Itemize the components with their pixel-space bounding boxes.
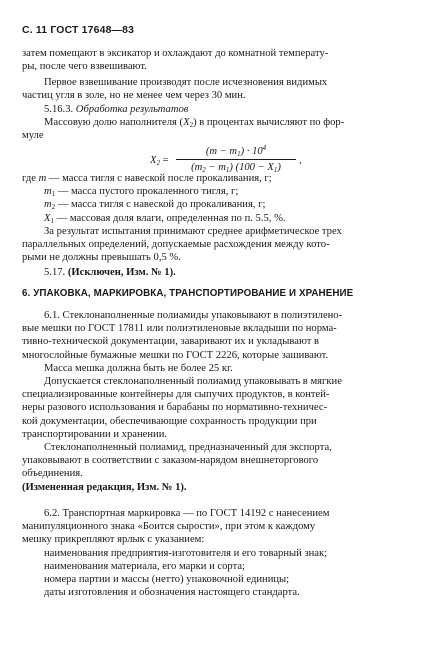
text-line: кой документации, обеспечивающие сохранность продукции при [22, 415, 317, 427]
formula-numerator: $(m - m_1) \cdot 10^4$ [205, 144, 267, 158]
text-line: Стеклонаполненный полиамид, предназначенный для экспорта, [44, 442, 332, 454]
clause-6-1 [22, 309, 400, 494]
legend-row: где m — масса тигля с навеской после прокаливания, г; [22, 173, 272, 184]
formula-lhs: $X_2$ = [150, 155, 169, 167]
text-line: частиц угля в золе, но не менее чем через 30 мин. [22, 90, 246, 102]
formula-fraction [176, 145, 296, 174]
text-line: 5.17. (Исключен, Изм. № 1). [44, 267, 176, 278]
legend-row: $m_1$ — масса пустого прокаленного тигля, г; [44, 186, 239, 199]
subsection-5-16-3 [22, 103, 400, 143]
list-item: наименования материала, его марки и сорта; [44, 560, 245, 572]
amendment-note: (Измененная редакция, Изм. № 1). [22, 481, 187, 493]
text-line: многослойные бумажные мешки по ГОСТ 2226, которые зашивают. [22, 349, 329, 361]
subsection-number: 5.16.3. [44, 104, 74, 115]
paragraph-drying [22, 47, 400, 73]
text-line: ры, после чего взвешивают. [22, 61, 147, 73]
text-line: вые мешки по ГОСТ 17811 или полиэтиленовые вкладыши по норма- [22, 323, 337, 335]
text-line: За результат испытания принимают среднее арифметическое трех [44, 226, 342, 237]
excluded-note: (Исключен, Изм. № 1). [67, 267, 176, 278]
legend-row: $m_2$ — масса тигля с навеской до прокаливания, г; [44, 199, 266, 212]
text-line: Первое взвешивание производят после исчезновения видимых [44, 77, 328, 88]
text-line: манипуляционного знака «Боится сырости», при этом к каждому [22, 521, 316, 533]
text-line: Масса мешка должна быть не более 25 кг. [44, 362, 233, 374]
text-line: транспортировании и хранении. [22, 428, 168, 440]
text-line: муле [22, 130, 44, 142]
legend-row: $X_1$ — массовая доля влаги, определенная по п. 5.5, %. [44, 212, 286, 225]
text-line: 6.2. Транспортная маркировка — по ГОСТ 14192 с нанесением [44, 508, 330, 519]
text-line: Массовую долю наполнителя $(X_2)$ в процентах вычисляют по фор- [44, 117, 345, 130]
text-line: Допускается стеклонаполненный полиамид упаковывать в мягкие [44, 376, 342, 388]
text-line: параллельных определений, допускаемые расхождения между кото- [22, 239, 330, 251]
list-item: даты изготовления и обозначения настоящего стандарта. [44, 587, 300, 599]
list-item: наименования предприятия-изготовителя и его товарный знак; [44, 547, 328, 559]
text-line: неры разового использования и барабаны по нормативно-техничес- [22, 402, 328, 414]
text-line: объединения. [22, 468, 83, 480]
formula-comma: , [299, 155, 302, 166]
clause-5-17 [22, 266, 400, 279]
page-header: С. 11 ГОСТ 17648—83 [22, 25, 135, 36]
section-heading: 6. УПАКОВКА, МАРКИРОВКА, ТРАНСПОРТИРОВАНИЕ И ХРАНЕНИЕ [22, 288, 354, 299]
clause-6-2 [22, 507, 400, 599]
text-line: 6.1. Стеклонаполненные полиамиды упаковывают в полиэтилено- [44, 310, 343, 321]
paragraph-result [22, 225, 400, 265]
subsection-heading [22, 103, 400, 116]
formula-denominator: $(m_2 - m_1) (100 - X_1)$ [191, 162, 281, 175]
text-line: специализированные контейнеры для сыпучих продуктов, в контей- [22, 389, 330, 401]
text-line: тивно-технической документации, заваривают их и укладывают в [22, 336, 320, 348]
text-line: мешку прикрепляют ярлык с указанием: [22, 534, 205, 546]
paragraph-first-weighing [22, 76, 400, 102]
text-line: упаковывают в соответствии с заказом-нарядом внешнеторгового [22, 455, 319, 467]
list-item: номера партии и массы (нетто) упаковочной единицы; [44, 574, 290, 586]
subsection-title: Обработка результатов [75, 104, 189, 115]
text-line: рыми не должны превышать 0,5 %. [22, 252, 181, 264]
text-line: затем помещают в эксикатор и охлаждают до комнатной температу- [22, 48, 329, 59]
formula-legend [22, 172, 400, 225]
